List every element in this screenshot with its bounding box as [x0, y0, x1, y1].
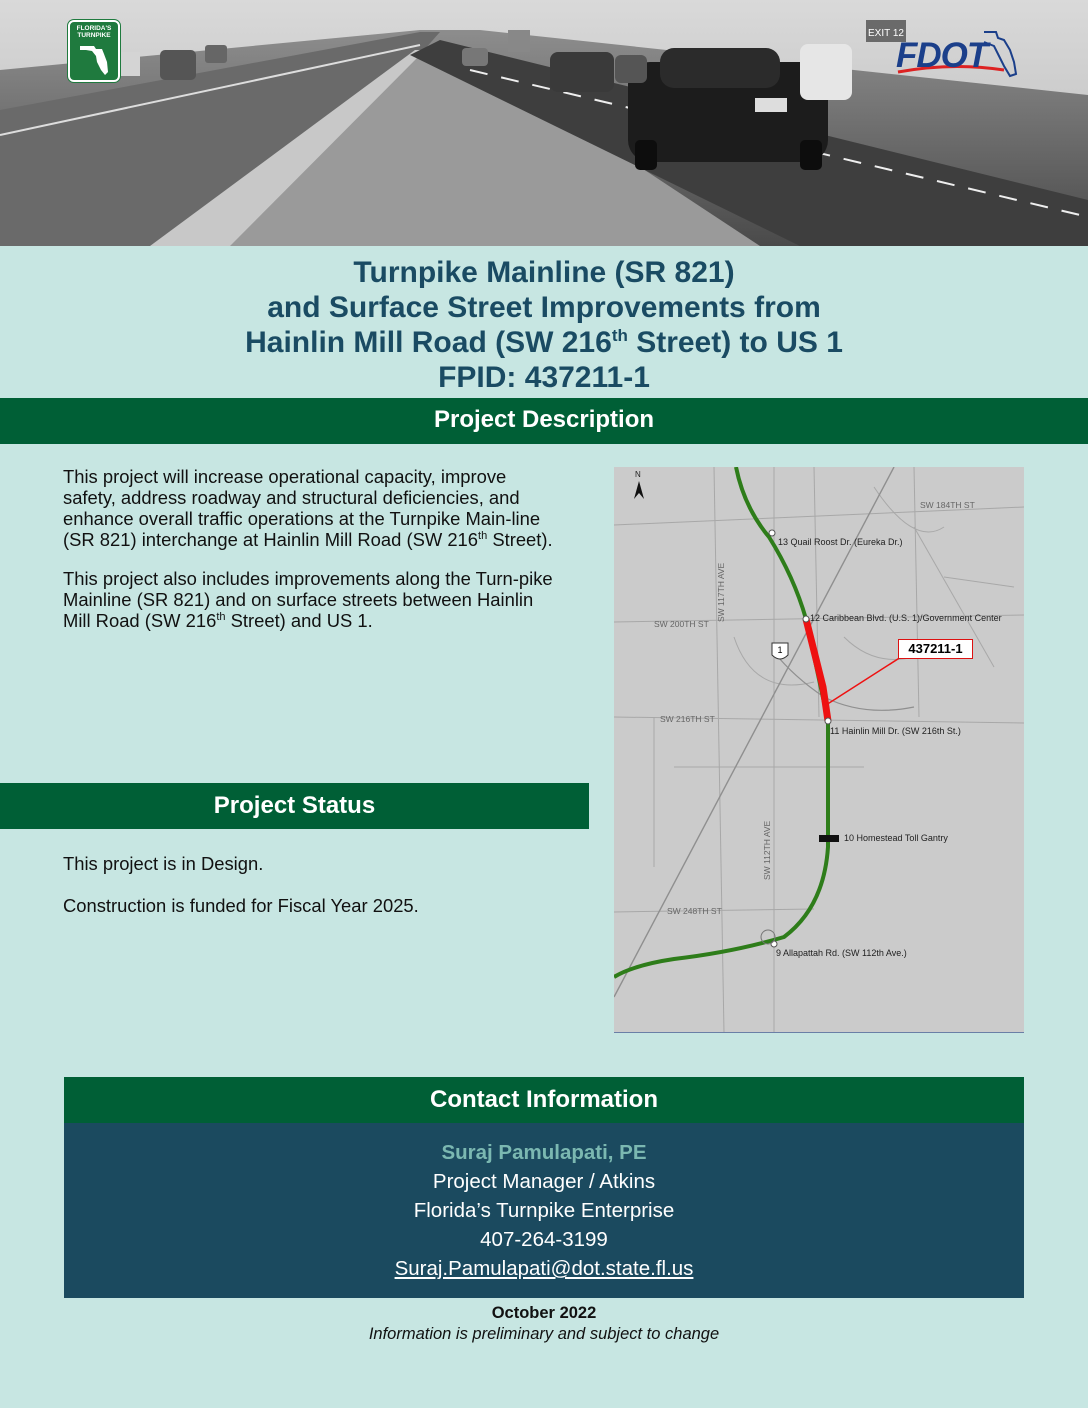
toll-gantry-marker [819, 835, 839, 842]
title-line-1: Turnpike Mainline (SR 821) [353, 256, 735, 289]
exit-13-marker [769, 530, 775, 536]
interchange-ramp [774, 652, 914, 710]
contact-email-link[interactable]: Suraj.Pamulapati@dot.state.fl.us [394, 1257, 694, 1280]
exit-11-marker [825, 718, 831, 724]
project-description-body [63, 466, 563, 649]
label-exit-12: 12 Caribbean Blvd. (U.S. 1)/Government Center [810, 613, 1002, 623]
contact-organization: Florida’s Turnpike Enterprise [413, 1199, 675, 1222]
project-leader-line [826, 657, 901, 705]
desc-p1-sup: th [478, 529, 488, 542]
label-exit-9: 9 Allapattah Rd. (SW 112th Ave.) [776, 948, 907, 958]
desc-p2-text: This project also includes improvements along the Turn-pike Mainline (SR 821) and on surface streets between Hainlin Mill Road (SW 216 [63, 568, 553, 631]
exit-12-marker [803, 616, 809, 622]
street-sw184: SW 184TH ST [920, 500, 975, 510]
project-status-body [63, 853, 563, 937]
desc-p1-text: This project will increase operational capacity, improve safety, address roadway and structural deficiencies, and enhance overall traffic operations at the Turnpike Main-line (SR 821) interchange at Hainlin Mill Road (SW 216 [63, 466, 541, 550]
contact-role: Project Manager / Atkins [432, 1170, 656, 1193]
description-paragraph-2 [63, 568, 563, 631]
label-exit-11: 11 Hainlin Mill Dr. (SW 216th St.) [830, 726, 961, 736]
project-location-map [614, 467, 1024, 1033]
title-line-3-text: Hainlin Mill Road (SW 216 [245, 326, 612, 359]
fdot-logo-text: FDOT [896, 36, 988, 75]
desc-p1-end: Street). [487, 529, 553, 550]
contact-name: Suraj Pamulapati, PE [441, 1141, 647, 1164]
street-sw216: SW 216TH ST [660, 714, 715, 724]
project-id-tag: 437211-1 [898, 639, 973, 659]
florida-turnpike-logo [68, 20, 120, 82]
footer [0, 1303, 1088, 1345]
footer-disclaimer: Information is preliminary and subject to change [368, 1325, 720, 1343]
street-sw248: SW 248TH ST [667, 906, 722, 916]
contact-information-heading: Contact Information [64, 1077, 1024, 1123]
desc-p2-end: Street) and US 1. [225, 610, 373, 631]
street-sw112: SW 112TH AVE [762, 820, 772, 880]
north-arrow-icon [634, 481, 644, 499]
title-line-2: and Surface Street Improvements from [267, 291, 821, 324]
street-sw200: SW 200TH ST [654, 619, 709, 629]
project-description-heading: Project Description [0, 398, 1088, 444]
status-line-2: Construction is funded for Fiscal Year 2025. [63, 895, 419, 916]
florida-state-icon [80, 44, 110, 76]
contact-phone: 407-264-3199 [480, 1228, 608, 1251]
contact-card [64, 1123, 1024, 1298]
north-label: N [635, 470, 641, 479]
title-line-3 [0, 325, 1088, 360]
street-sw117: SW 117TH AVE [716, 562, 726, 622]
page-title [0, 255, 1088, 395]
description-paragraph-1 [63, 466, 563, 550]
label-toll-gantry: 10 Homestead Toll Gantry [844, 833, 948, 843]
project-status-heading: Project Status [0, 783, 589, 829]
label-exit-13: 13 Quail Roost Dr. (Eureka Dr.) [778, 537, 903, 547]
status-line-1: This project is in Design. [63, 853, 264, 874]
title-line-3-sup: th [611, 326, 628, 345]
fdot-logo [892, 28, 1022, 84]
footer-date: October 2022 [491, 1304, 597, 1322]
fpid-line: FPID: 437211-1 [438, 361, 650, 394]
us1-shield-label: 1 [777, 645, 783, 655]
turnpike-logo-text: FLORIDA'S TURNPIKE [76, 25, 112, 39]
exit-sign-label: EXIT 12 [868, 28, 904, 39]
title-line-3-end: Street) to US 1 [627, 326, 843, 359]
exit-9-marker [771, 941, 777, 947]
desc-p2-sup: th [216, 610, 226, 623]
